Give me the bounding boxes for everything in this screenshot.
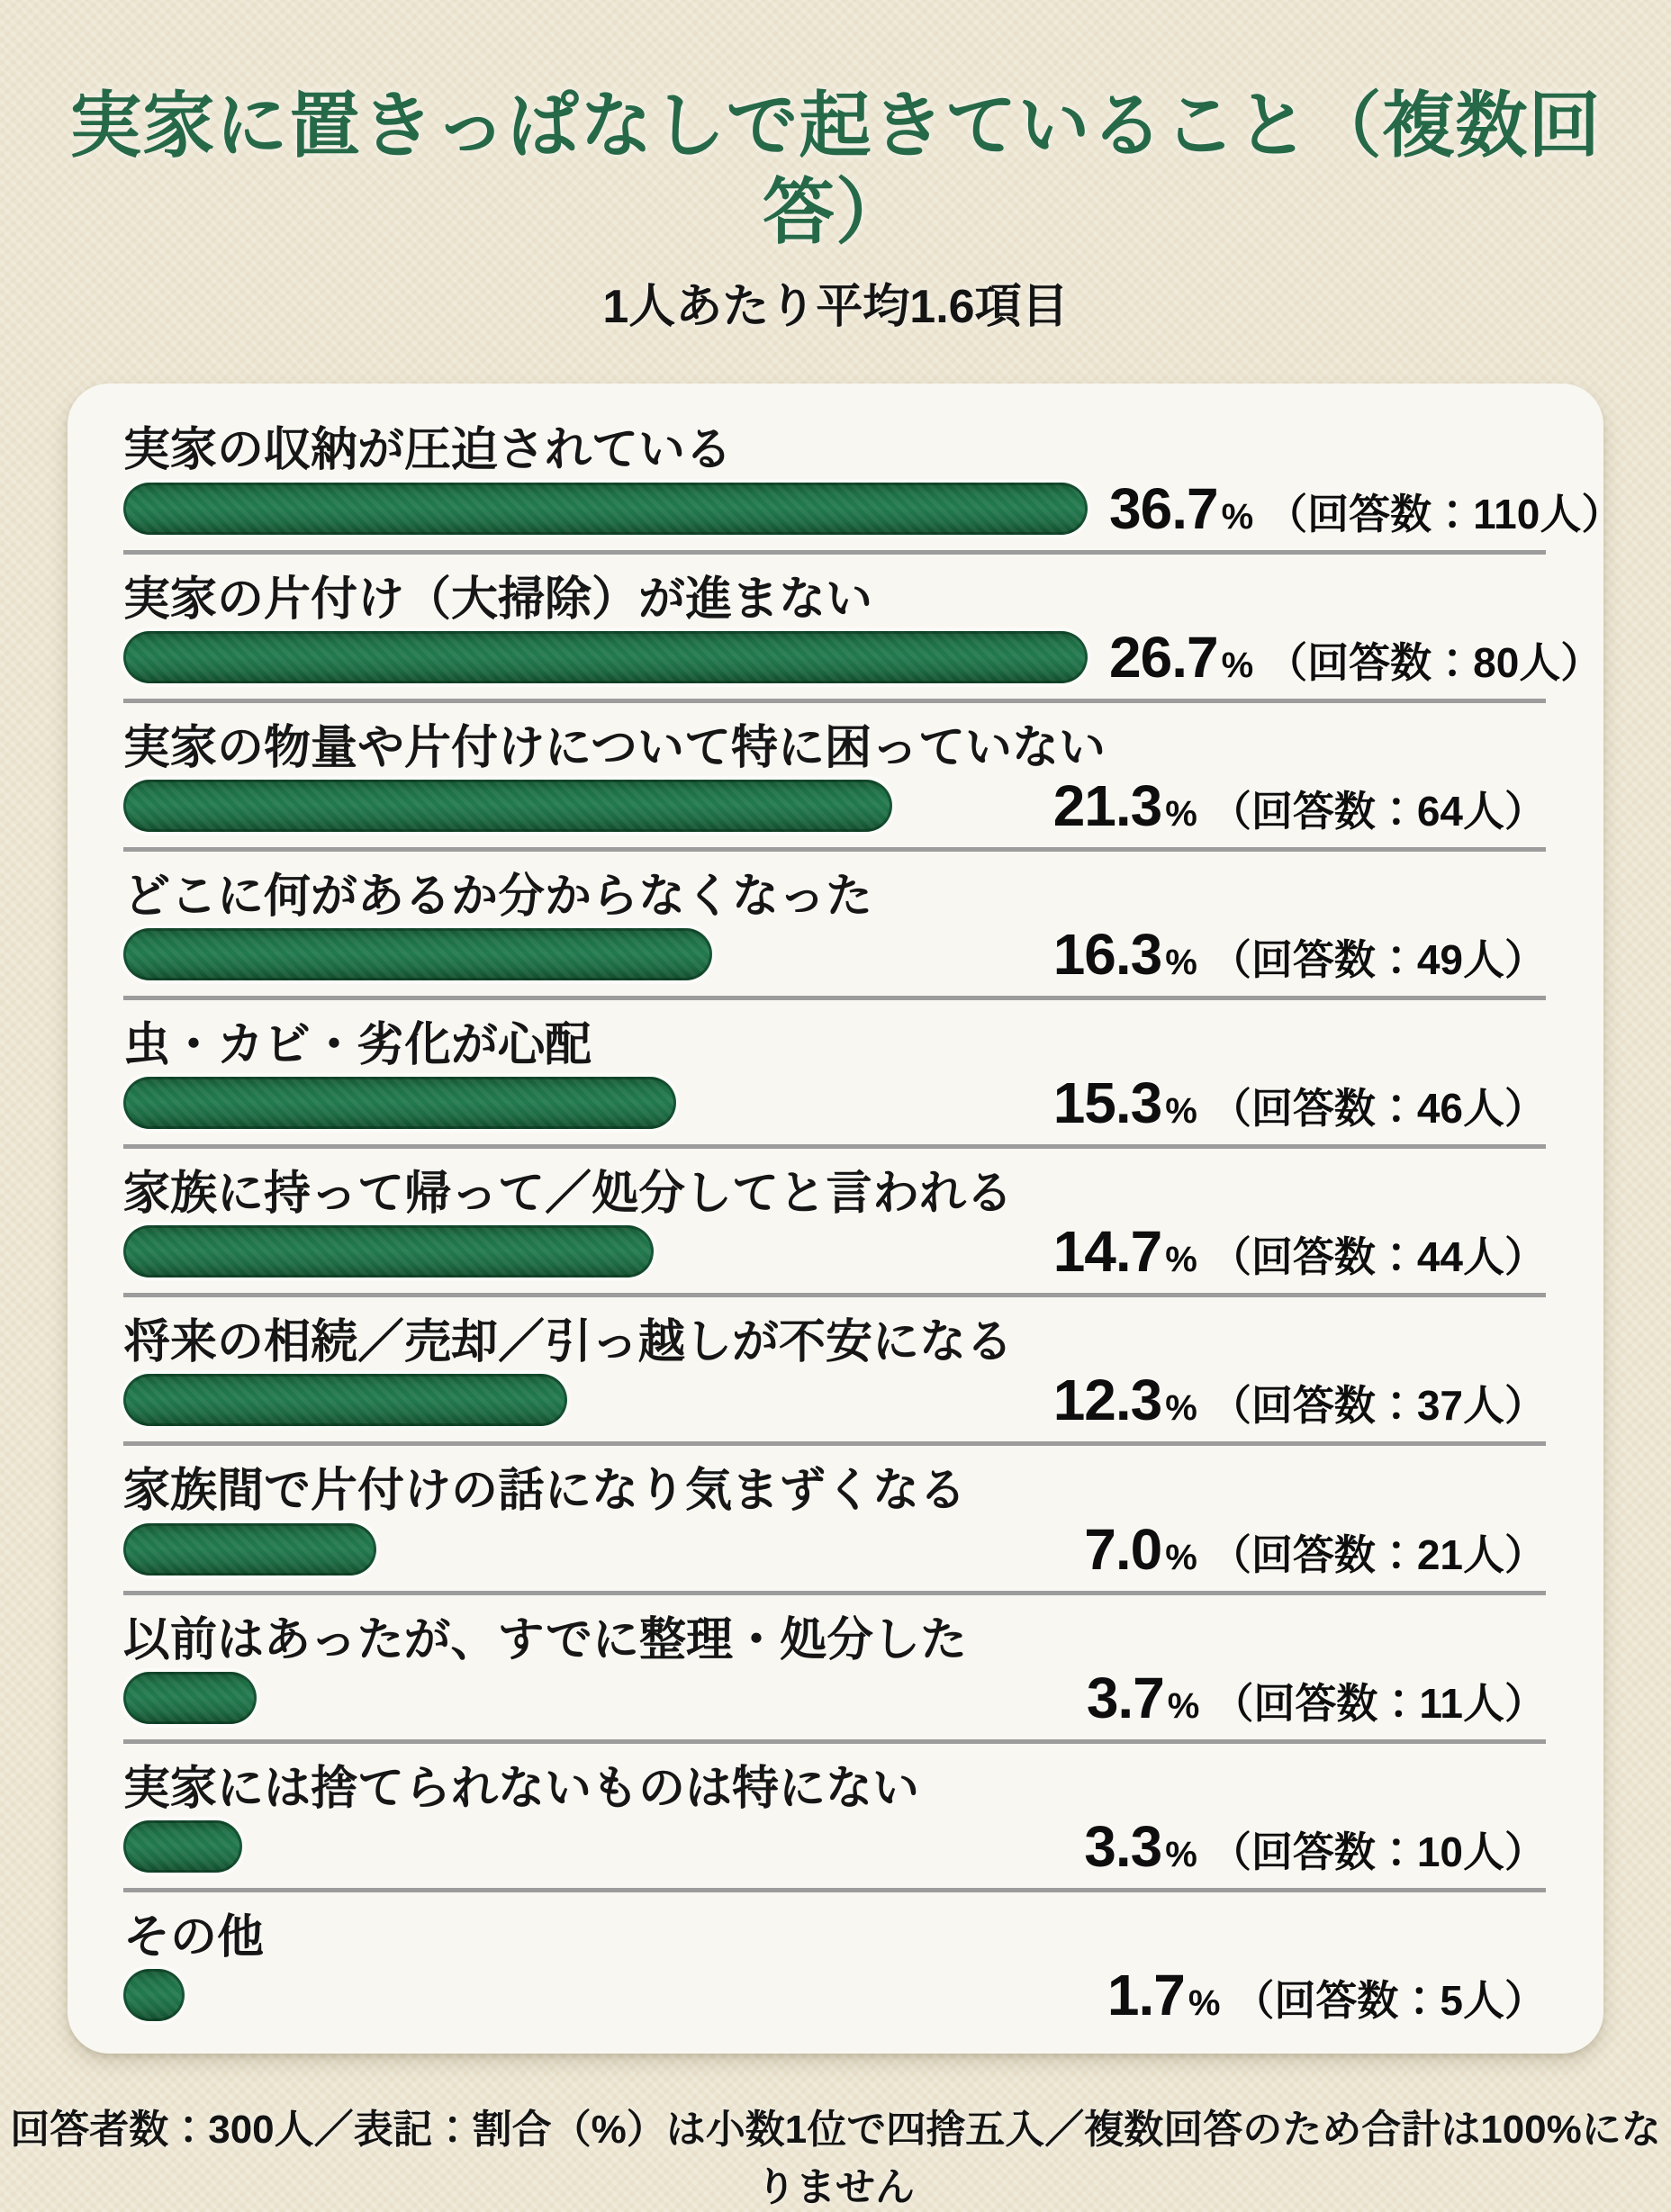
chart-row	[123, 1149, 1546, 1297]
chart-row	[123, 852, 1546, 1000]
respondent-count: （回答数：80人）	[1266, 638, 1603, 686]
value-group	[1032, 1367, 1546, 1433]
value-group	[1032, 1218, 1546, 1285]
percent-sign: %	[1165, 943, 1197, 983]
percent-sign: %	[1188, 1983, 1221, 2024]
respondent-count: （回答数：64人）	[1209, 787, 1546, 835]
percent-sign: %	[1165, 1537, 1197, 1577]
chart-row	[123, 1000, 1546, 1149]
footnote: 回答者数：300人／表記：割合（%）は小数1位で四捨五入／複数回答のため合計は100%になりません	[10, 2108, 1661, 2210]
percent-sign: %	[1165, 1834, 1197, 1874]
category-label: 家族に持って帰って／処分してと言われる	[123, 1168, 1014, 1221]
value-group	[1032, 772, 1546, 839]
value-group	[1086, 1962, 1546, 2028]
chart-rows	[123, 424, 1623, 2028]
chart-row	[123, 1744, 1546, 1892]
respondent-count: （回答数：37人）	[1209, 1382, 1546, 1430]
page-subtitle: 1人あたり平均1.6項目	[602, 281, 1069, 333]
value-group	[1062, 1813, 1546, 1880]
category-label: 実家の物量や片付けについて特に困っていない	[123, 721, 1106, 774]
respondent-count: （回答数：10人）	[1209, 1828, 1546, 1875]
value-group	[1088, 475, 1622, 542]
category-label: 実家の片付け（大掃除）が進まない	[123, 573, 873, 626]
percent-value: 26.7	[1109, 624, 1218, 690]
category-label: 実家の収納が圧迫されている	[123, 424, 733, 477]
chart-card	[68, 384, 1623, 2054]
percent-sign: %	[1165, 1091, 1197, 1132]
respondent-count: （回答数：110人）	[1266, 490, 1623, 537]
bar	[123, 483, 1088, 535]
category-label: 将来の相続／売却／引っ越しが不安になる	[123, 1316, 1014, 1369]
bar	[123, 1374, 567, 1426]
percent-value: 16.3	[1052, 922, 1162, 988]
value-group	[1088, 624, 1602, 691]
bar	[123, 1225, 654, 1278]
bar-line	[123, 1963, 1546, 2028]
percent-value: 3.3	[1084, 1813, 1162, 1879]
bar	[123, 1077, 676, 1129]
bar	[123, 631, 1088, 683]
category-label: どこに何があるか分からなくなった	[123, 870, 873, 923]
bar-line	[123, 1516, 1546, 1582]
bar-line	[123, 1219, 1546, 1285]
respondent-count: （回答数：46人）	[1209, 1085, 1546, 1133]
chart-row	[123, 1446, 1546, 1594]
bar	[123, 1820, 242, 1873]
category-label: その他	[123, 1910, 265, 1964]
respondent-count: （回答数：5人）	[1233, 1977, 1546, 2025]
value-group	[1062, 1516, 1546, 1583]
percent-sign: %	[1165, 1240, 1197, 1280]
respondent-count: （回答数：49人）	[1209, 936, 1546, 984]
page-title: 実家に置きっぱなしで起きていること（複数回答）	[69, 86, 1602, 252]
respondent-count: （回答数：44人）	[1209, 1233, 1546, 1281]
chart-row	[123, 703, 1546, 852]
chart-row	[123, 424, 1623, 554]
value-group	[1032, 1070, 1546, 1136]
respondent-count: （回答数：21人）	[1209, 1530, 1546, 1578]
bar	[123, 928, 712, 980]
percent-value: 7.0	[1084, 1516, 1162, 1582]
percent-value: 12.3	[1052, 1368, 1162, 1433]
percent-sign: %	[1221, 496, 1254, 537]
percent-sign: %	[1165, 1388, 1197, 1429]
bar-line	[123, 922, 1546, 988]
percent-value: 1.7	[1106, 1963, 1185, 2028]
bar	[123, 780, 892, 832]
bar	[123, 1523, 376, 1575]
category-label: 家族間で片付けの話になり気まずくなる	[123, 1465, 967, 1518]
chart-row	[123, 555, 1603, 703]
category-label: 実家には捨てられないものは特にない	[123, 1762, 920, 1815]
bar	[123, 1672, 257, 1724]
bar-line	[123, 1070, 1546, 1136]
percent-sign: %	[1165, 793, 1197, 834]
category-label: 虫・カビ・劣化が心配	[123, 1019, 592, 1072]
bar-line	[123, 1368, 1546, 1433]
chart-row	[123, 1297, 1546, 1446]
percent-value: 21.3	[1052, 772, 1162, 838]
category-label: 以前はあったが、すでに整理・処分した	[123, 1613, 968, 1666]
value-group	[1065, 1665, 1546, 1731]
respondent-count: （回答数：11人）	[1212, 1679, 1546, 1727]
percent-value: 15.3	[1052, 1070, 1162, 1136]
percent-sign: %	[1167, 1685, 1200, 1726]
percent-value: 36.7	[1109, 475, 1218, 541]
percent-sign: %	[1221, 645, 1254, 685]
chart-row	[123, 1595, 1546, 1744]
value-group	[1032, 921, 1546, 988]
chart-row	[123, 1892, 1546, 2027]
bar-line	[123, 772, 1546, 838]
bar-line	[123, 624, 1603, 690]
bar-line	[123, 1813, 1546, 1879]
percent-value: 3.7	[1086, 1665, 1164, 1730]
percent-value: 14.7	[1052, 1219, 1162, 1285]
bar-line	[123, 1665, 1546, 1730]
bar	[123, 1969, 185, 2021]
bar-line	[123, 475, 1623, 541]
